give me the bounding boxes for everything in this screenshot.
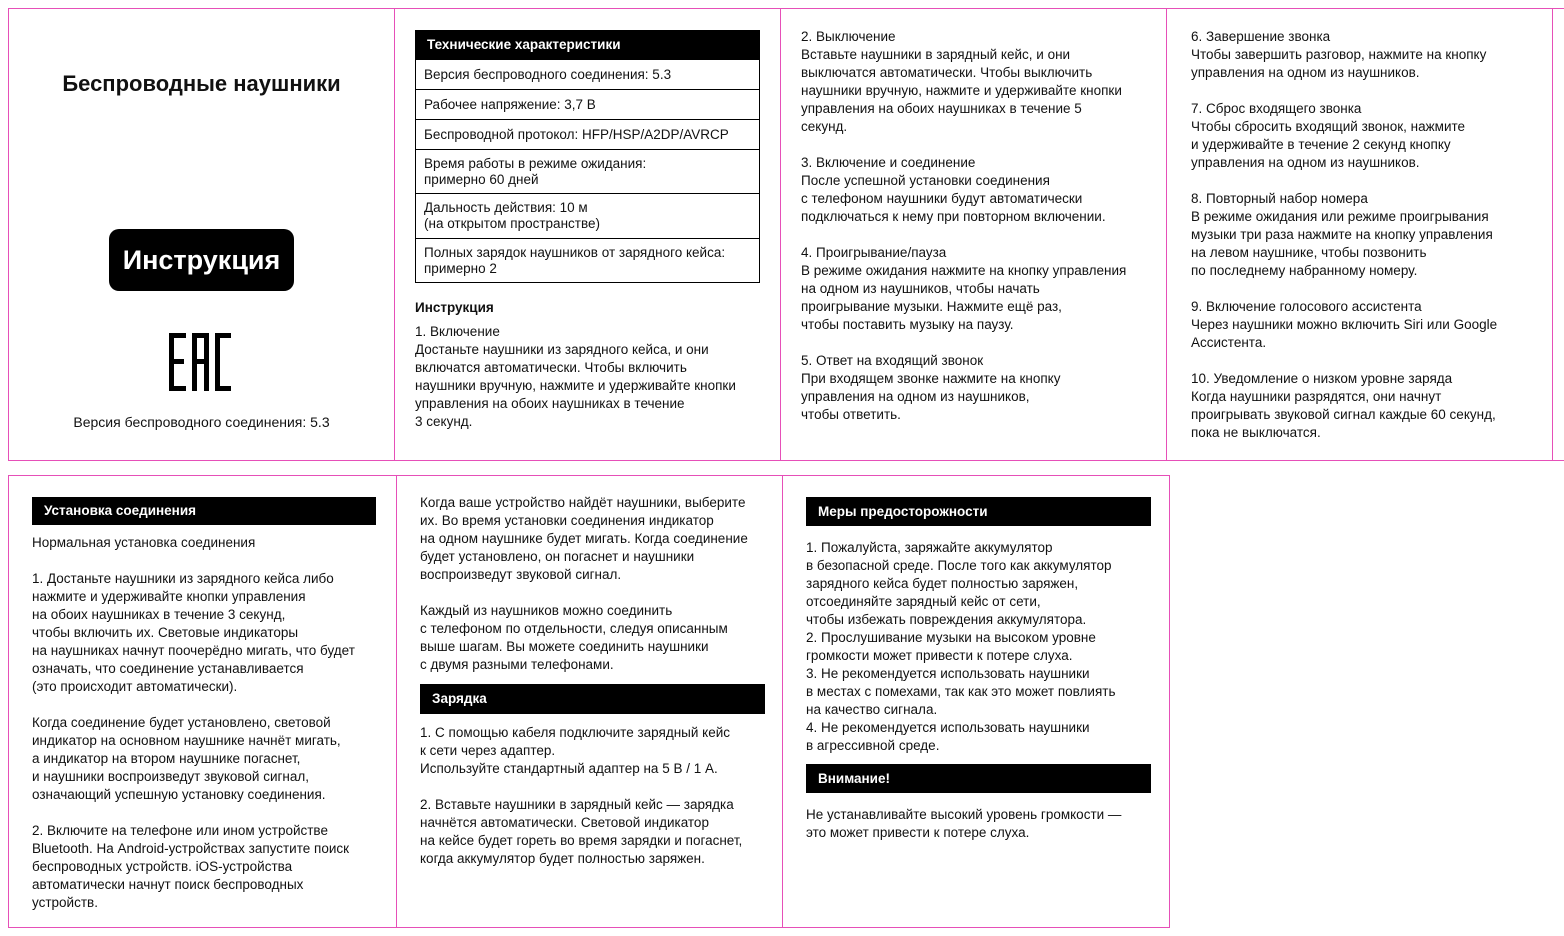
cut-line-mid-upper [8, 460, 1564, 461]
connection-header: Установка соединения [32, 497, 376, 525]
charging-paragraph: 1. С помощью кабеля подключите зарядный кейс к сети через адаптер. Используйте стандартный адаптер на 5 В / 1 А. [420, 725, 730, 776]
fold-line [1552, 8, 1553, 461]
step-body: В режиме ожидания или режиме проигрывания музыки три раза нажмите на кнопку управления на левом наушнике, чтобы позвонить по последнему набранному номеру. [1191, 209, 1493, 278]
spec-row: Дальность действия: 10 м (на открытом пространстве) [415, 194, 760, 239]
safety-body: 1. Пожалуйста, заряжайте аккумулятор в безопасной среде. После того как аккумулятор зарядного кейса будет полностью заряжен, отсоединяйте зарядный кейс от сети, чтобы избежать повреждения аккумулятора. 2. Прослушивание музыки на высоком уровне громкости может привести к потере слуха. 3. Не рекомендуется использовать наушники в местах с помехами, так как это может повлиять на качество сигнала. 4. Не рекомендуется использовать наушники в агрессивной среде. [806, 540, 1116, 753]
step-item [801, 154, 1156, 226]
fold-line [1166, 8, 1167, 461]
fold-line [8, 475, 9, 928]
step-body: Вставьте наушники в зарядный кейс, и они выключатся автоматически. Чтобы выключить наушники вручную, нажмите и удерживайте кнопки управления на обоих наушниках в течение 5 секунд. [801, 47, 1122, 134]
spec-row: Полных зарядок наушников от зарядного кейса: примерно 2 [415, 239, 760, 283]
spec-row: Версия беспроводного соединения: 5.3 [415, 60, 760, 90]
step-title: 4. Проигрывание/пауза [801, 245, 947, 260]
step-body: Достаньте наушники из зарядного кейса, и они включатся автоматически. Чтобы включить наушники вручную, нажмите и удерживайте кнопки управления на обоих наушниках в течение 3 секунд. [415, 342, 736, 429]
spec-row: Рабочее напряжение: 3,7 В [415, 90, 760, 120]
step-item [1191, 298, 1546, 352]
step-title: 6. Завершение звонка [1191, 29, 1331, 44]
connection-panel [32, 497, 376, 912]
badge-label: Инструкция [122, 245, 281, 275]
step-body: Чтобы сбросить входящий звонок, нажмите и удерживайте в течение 2 секунд кнопку управления на одном из наушников. [1191, 119, 1466, 170]
fold-line [394, 8, 395, 461]
step-body: При входящем звонке нажмите на кнопку управления на одном из наушников, чтобы ответить. [801, 371, 1061, 422]
step-body: Чтобы завершить разговор, нажмите на кнопку управления на одном из наушников. [1191, 47, 1487, 80]
cover-version: Версия беспроводного соединения: 5.3 [73, 414, 330, 430]
step-item [1191, 28, 1546, 82]
steps-panel-a [801, 28, 1156, 424]
charging-paragraph: 2. Вставьте наушники в зарядный кейс — зарядка начнётся автоматически. Световой индикатор на кейсе будет гореть во время зарядки и погаснет, когда аккумулятор будет полностью заряжен. [420, 797, 743, 866]
safety-header: Меры предосторожности [806, 497, 1151, 526]
eac-logo [163, 329, 243, 395]
specs-header: Технические характеристики [415, 30, 760, 60]
warning-body: Не устанавливайте высокий уровень громкости — это может привести к потере слуха. [806, 807, 1122, 840]
safety-panel [806, 497, 1151, 842]
spec-row: Время работы в режиме ожидания: примерно 60 дней [415, 150, 760, 194]
eac-mark-icon [163, 329, 235, 395]
fold-line [780, 8, 781, 461]
step-title: 9. Включение голосового ассистента [1191, 299, 1422, 314]
specs-table [415, 60, 760, 283]
fold-line [782, 475, 783, 928]
step-item [1191, 190, 1546, 280]
step-title: 5. Ответ на входящий звонок [801, 353, 984, 368]
charging-header: Зарядка [420, 684, 765, 714]
step-title: 8. Повторный набор номера [1191, 191, 1368, 206]
step-title: 10. Уведомление о низком уровне заряда [1191, 371, 1453, 386]
spec-row: Беспроводной протокол: HFP/HSP/A2DP/AVRCP [415, 120, 760, 150]
instruction-heading: Инструкция [415, 300, 494, 315]
connection-paragraph: 2. Включите на телефоне или ином устройстве Bluetooth. На Android-устройствах запустите поиск беспроводных устройств. iOS-устройства автоматически начнут поиск беспроводных устройств. [32, 823, 350, 910]
step-title: 2. Выключение [801, 29, 896, 44]
step-item [801, 28, 1156, 136]
step-item [1191, 370, 1546, 442]
instruction-badge [109, 229, 294, 291]
cut-line-mid-lower [8, 475, 1170, 476]
step-body: В режиме ожидания нажмите на кнопку управления на одном из наушников, чтобы начать проигрывание музыки. Нажмите ещё раз, чтобы поставить музыку на паузу. [801, 263, 1127, 332]
cover-panel [9, 9, 394, 460]
cut-line-bottom [8, 927, 1170, 928]
step-item [801, 352, 1156, 424]
step-body: Через наушники можно включить Siri или Google Ассистента. [1191, 317, 1498, 350]
step-title: 7. Сброс входящего звонка [1191, 101, 1362, 116]
connection-paragraph: 1. Достаньте наушники из зарядного кейса либо нажмите и удерживайте кнопки управления на обоих наушниках в течение 3 секунд, чтобы включить их. Световые индикаторы на наушниках начнут поочерёдно мигать, что будет означать, что соединение устанавливается (это происходит автоматически). [32, 571, 355, 694]
step-item [1191, 100, 1546, 172]
continued-paragraph: Каждый из наушников можно соединить с телефоном по отдельности, следуя описанным выше шагам. Вы можете соединить наушники с двумя разными телефонами. [420, 603, 728, 672]
step-title: 1. Включение [415, 324, 500, 339]
step-item [801, 244, 1156, 334]
step-title: 3. Включение и соединение [801, 155, 976, 170]
step-body: После успешной установки соединения с телефоном наушники будут автоматически подключаться к нему при повторном включении. [801, 173, 1106, 224]
connection-paragraph: Когда соединение будет установлено, световой индикатор на основном наушнике начнёт мигать, а индикатор на втором наушнике погаснет, и наушники воспроизведут звуковой сигнал, означающий успешную установку соединения. [32, 715, 341, 802]
fold-line [1169, 475, 1170, 928]
product-title: Беспроводные наушники [62, 71, 341, 96]
step-body: Когда наушники разрядятся, они начнут проигрывать звуковой сигнал каждые 60 секунд, пока не выключатся. [1191, 389, 1496, 440]
steps-panel-b [1191, 28, 1546, 442]
connection-subtitle: Нормальная установка соединения [32, 535, 256, 550]
warning-header: Внимание! [806, 764, 1151, 793]
continued-panel [420, 494, 765, 868]
continued-paragraph: Когда ваше устройство найдёт наушники, выберите их. Во время установки соединения индикатор на одном наушнике будет мигать. Когда соединение будет установлено, он погаснет и наушники воспроизведут звуковой сигнал. [420, 495, 748, 582]
specs-panel [415, 30, 760, 431]
fold-line [396, 475, 397, 928]
